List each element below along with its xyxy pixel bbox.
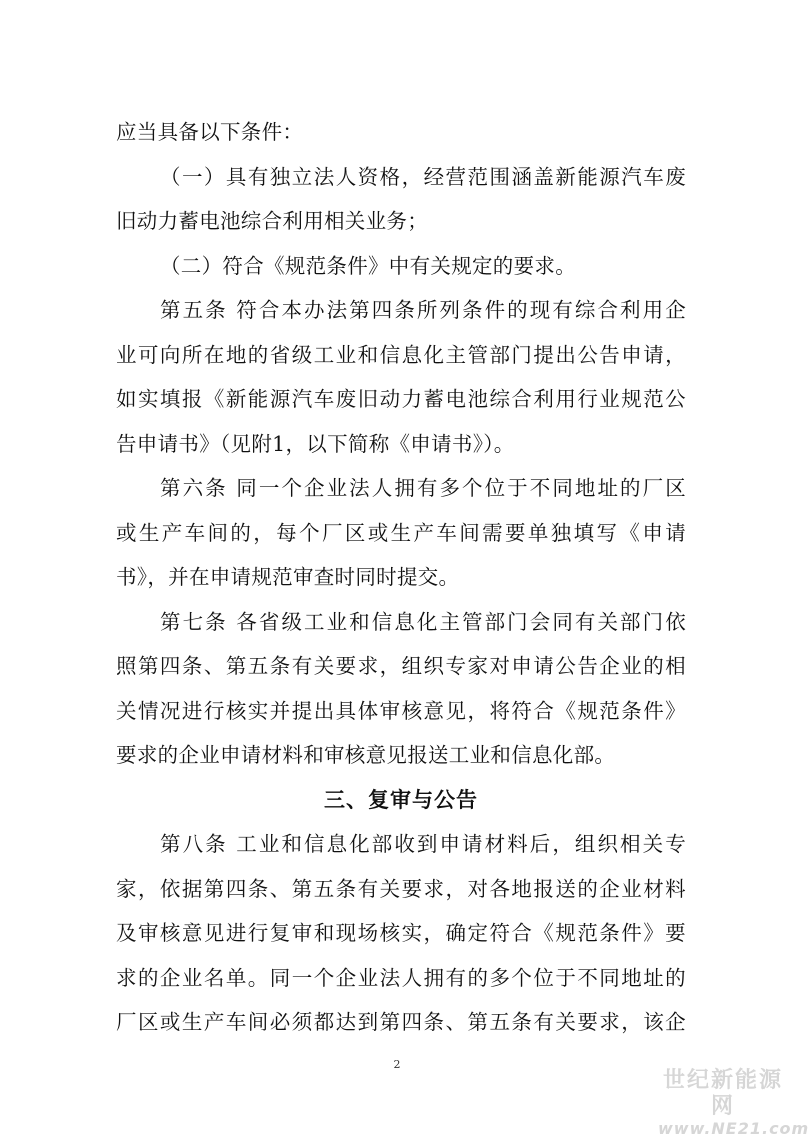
text-line: 要求的企业申请材料和审核意见报送工业和信息化部。 [116,743,616,767]
text-line: 旧动力蓄电池综合利用相关业务； [116,209,428,233]
text-line: 应当具备以下条件： [116,120,304,144]
text-line: 求的企业名单。同一个企业法人拥有的多个位于不同地址的 [116,965,686,990]
text-line: 或生产车间的，每个厂区或生产车间需要单独填写《申请 [116,520,686,545]
text-line: 业可向所在地的省级工业和信息化主管部门提出公告申请， [116,342,686,367]
text-line: 及审核意见进行复审和现场核实，确定符合《规范条件》要 [116,921,686,945]
text-line: 如实填报《新能源汽车废旧动力蓄电池综合利用行业规范公 [116,387,686,411]
watermark-logo [658,1068,809,1138]
text-line: （一）具有独立法人资格，经营范围涵盖新能源汽车废 [160,164,686,189]
text-line: （二）符合《规范条件》中有关规定的要求。 [160,253,576,278]
watermark-url: www.NE21.com [658,1119,809,1138]
text-line: 关情况进行核实并提出具体审核意见，将符合《规范条件》 [116,698,686,723]
section-heading: 三、复审与公告 [324,787,478,812]
text-line: 第六条 同一个企业法人拥有多个位于不同地址的厂区 [160,476,686,500]
text-line: 书》，并在申请规范审查时同时提交。 [116,565,460,589]
text-line: 告申请书》（见附1，以下简称《申请书》）。 [116,431,515,456]
text-line: 厂区或生产车间必须都达到第四条、第五条有关要求，该企 [116,1010,686,1034]
document-body [116,110,686,1045]
text-line: 第五条 符合本办法第四条所列条件的现有综合利用企 [160,298,686,322]
text-line: 照第四条、第五条有关要求，组织专家对申请公告企业的相 [116,654,686,678]
text-line: 第七条 各省级工业和信息化主管部门会同有关部门依 [160,609,686,634]
text-line: 家，依据第四条、第五条有关要求，对各地报送的企业材料 [116,876,686,901]
page-number: 2 [393,1058,401,1071]
text-line: 第八条 工业和信息化部收到申请材料后，组织相关专 [160,832,686,856]
watermark-name: 世纪新能源网 [662,1068,783,1119]
